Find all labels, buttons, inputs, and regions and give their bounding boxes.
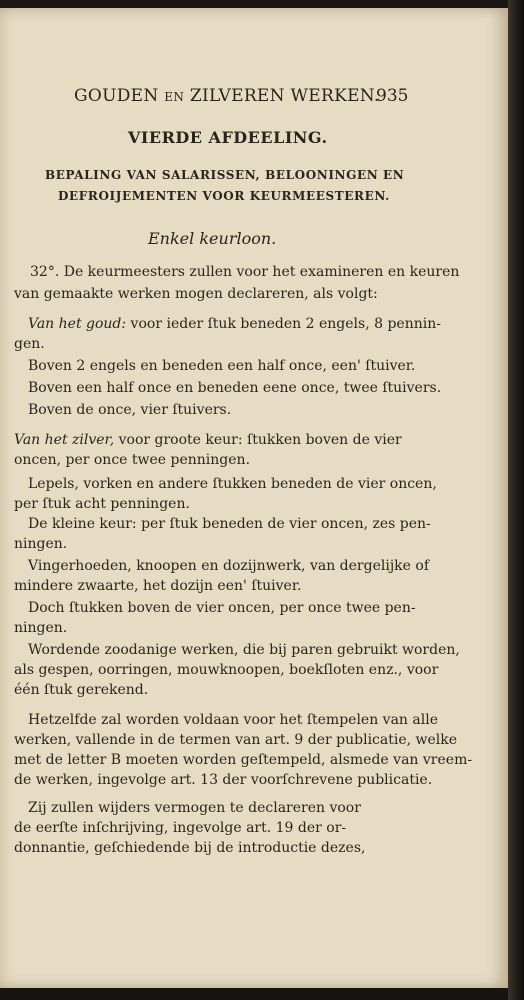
text-line: als gespen, oorringen, mouwknoopen, boekſloten enz., voor [14, 662, 439, 678]
text-line: per ſtuk acht penningen. [14, 496, 190, 512]
text-line: Hetzelfde zal worden voldaan voor het ſtempelen van alle [28, 712, 438, 728]
text-line: Zij zullen wijders vermogen te declareren voor [28, 800, 361, 816]
text-line: ningen. [14, 536, 68, 552]
text-line: 32°. De keurmeesters zullen voor het examineren en keuren [30, 264, 460, 280]
text-line: gen. [14, 336, 45, 352]
text-line: mindere zwaarte, het dozijn een' ſtuiver. [14, 578, 302, 594]
page-bottom-shadow [0, 988, 508, 1000]
section-title: VIERDE AFDEELING. [128, 128, 328, 147]
section-subtitle-line-1: BEPALING VAN SALARISSEN, BELOONINGEN EN [45, 168, 405, 182]
text-line: de werken, ingevolge art. 13 der voorſchrevene publicatie. [14, 772, 433, 788]
text-line: van gemaakte werken mogen declareren, als volgt: [14, 286, 378, 302]
text-line: Doch ſtukken boven de vier oncen, per once twee pen- [28, 600, 416, 616]
page-edge-shadow [508, 0, 524, 1000]
text-line: Boven 2 engels en beneden een half once, een' ſtuiver. [28, 358, 416, 374]
text-line: donnantie, geſchiedende bij de introductie dezes, [14, 840, 366, 856]
text-line: de eerſte inſchrijving, ingevolge art. 19 der or- [14, 820, 347, 836]
running-head: GOUDEN EN ZILVEREN WERKEN. [74, 86, 380, 106]
heading-enkel-keurloon: Enkel keurloon. [148, 229, 277, 248]
text-line: Wordende zoodanige werken, die bij paren gebruikt worden, [28, 642, 460, 658]
text-line: Lepels, vorken en andere ſtukken beneden de vier oncen, [28, 476, 437, 492]
text-line: werken, vallende in de termen van art. 9 der publicatie, welke [14, 732, 458, 748]
text-line: Vingerhoeden, knoopen en dozijnwerk, van dergelijke of [28, 558, 429, 574]
text-line: Van het goud: voor ieder ſtuk beneden 2 engels, 8 pennin- [28, 316, 441, 332]
text-line: Boven een half once en beneden eene once, twee ſtuivers. [28, 380, 442, 396]
text-line: De kleine keur: per ſtuk beneden de vier oncen, zes pen- [28, 516, 431, 532]
page-number: 935 [376, 86, 409, 106]
text-line: ningen. [14, 620, 68, 636]
section-subtitle-line-2: DEFROIJEMENTEN VOOR KEURMEESTEREN. [58, 189, 390, 203]
text-line: één ſtuk gerekend. [14, 682, 149, 698]
text-line: met de letter B moeten worden geſtempeld, alsmede van vreem- [14, 752, 473, 768]
text-line: Van het zilver, voor groote keur: ſtukken boven de vier [14, 432, 402, 448]
text-line: Boven de once, vier ſtuivers. [28, 402, 232, 418]
text-line: oncen, per once twee penningen. [14, 452, 251, 468]
